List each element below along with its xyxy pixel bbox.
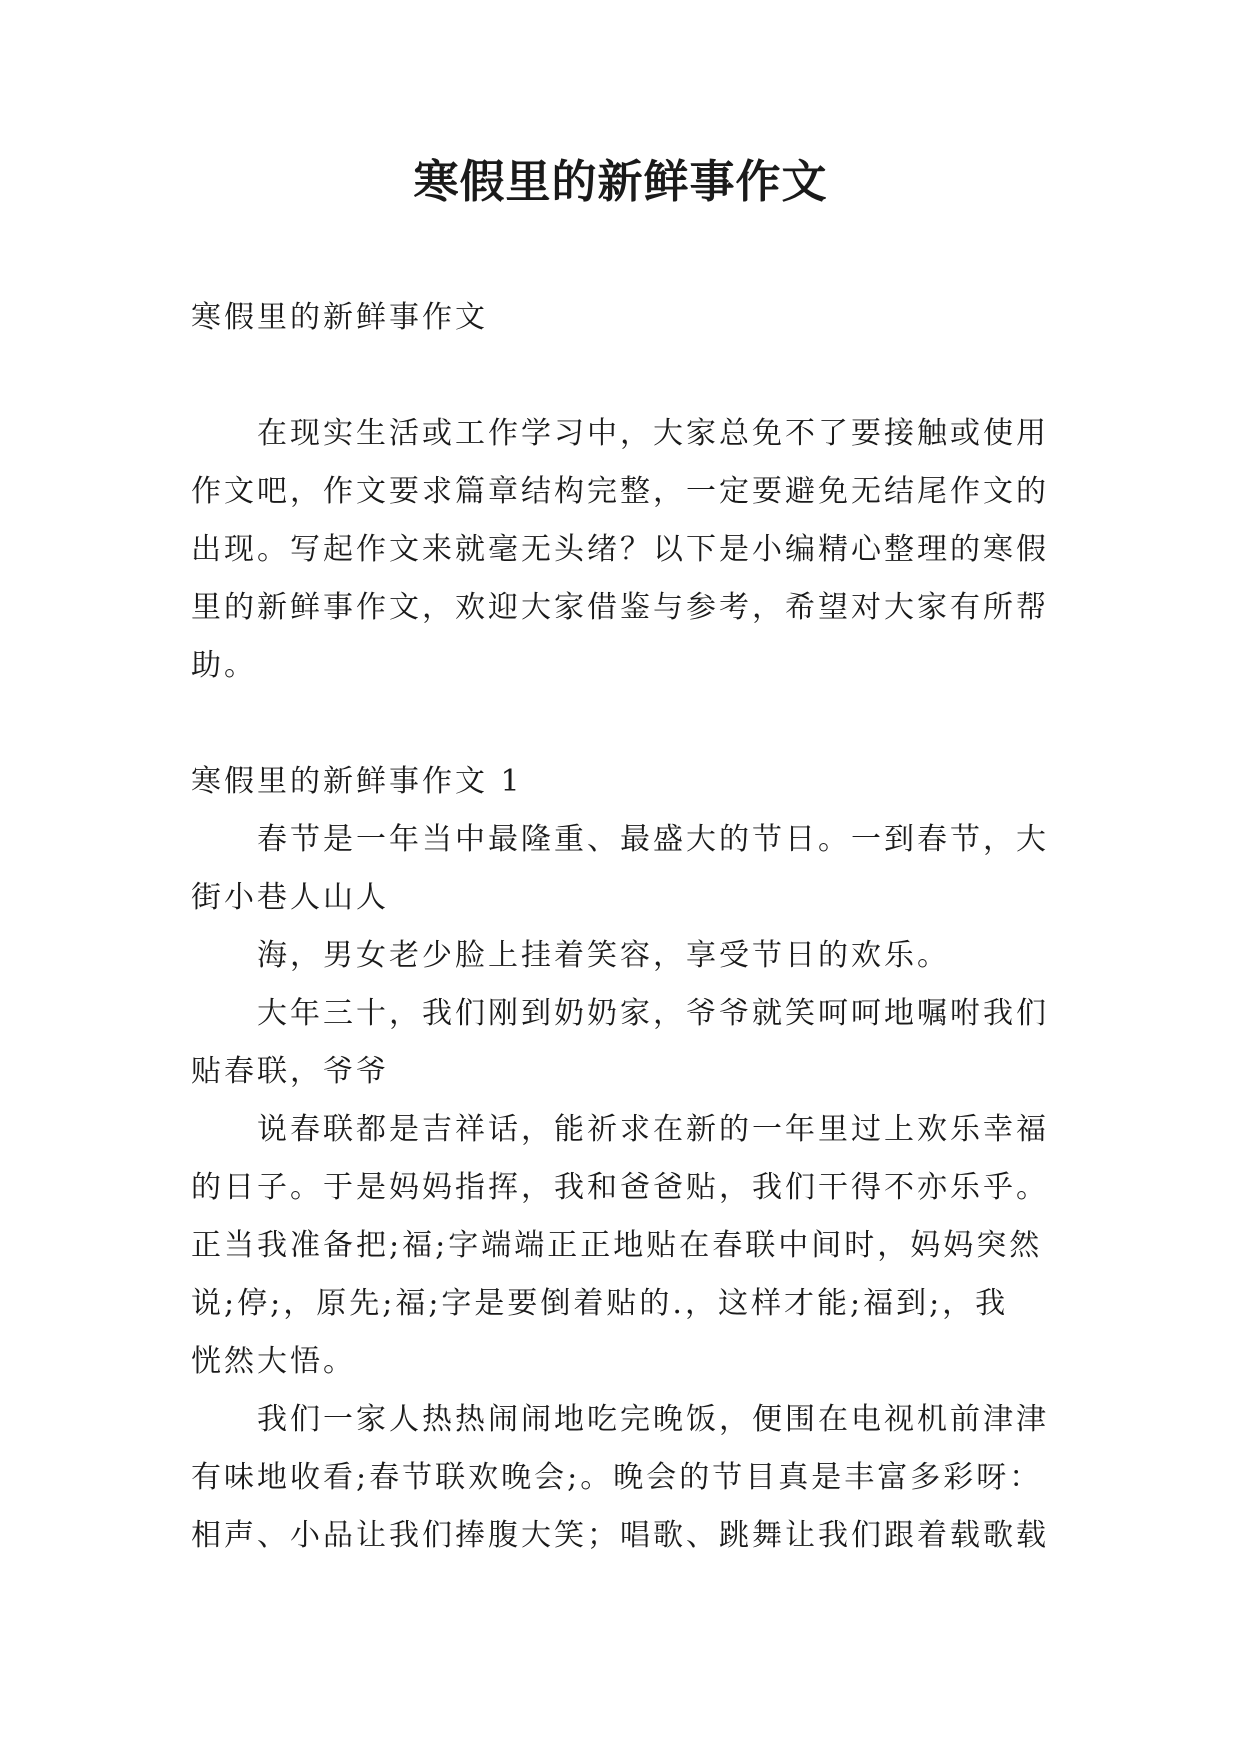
- paragraph-line: 春节是一年当中最隆重、最盛大的节日。一到春节，大: [257, 822, 1049, 857]
- paragraph-line: 说春联都是吉祥话，能祈求在新的一年里过上欢乐幸福: [257, 1112, 1049, 1147]
- spacer: [191, 695, 1071, 753]
- section-heading: 寒假里的新鲜事作文 1: [191, 764, 523, 799]
- subtitle: 寒假里的新鲜事作文: [191, 300, 488, 335]
- paragraph-line: 正当我准备把;福;字端端正正地贴在春联中间时，妈妈突然: [191, 1228, 1043, 1263]
- intro-paragraph: [191, 405, 1071, 695]
- paragraph-line: 的日子。于是妈妈指挥，我和爸爸贴，我们干得不亦乐乎。: [191, 1170, 1049, 1205]
- paragraph-line: 恍然大悟。: [191, 1344, 356, 1379]
- paragraph-line: 我们一家人热热闹闹地吃完晚饭，便围在电视机前津津: [257, 1402, 1049, 1437]
- spacer: [191, 347, 1071, 405]
- paragraph-line: 街小巷人山人: [191, 880, 389, 915]
- paragraph-line: 作文吧，作文要求篇章结构完整，一定要避免无结尾作文的: [191, 474, 1049, 509]
- paragraph-line: 海，男女老少脸上挂着笑容，享受节日的欢乐。: [257, 938, 950, 973]
- paragraph-line: 里的新鲜事作文，欢迎大家借鉴与参考，希望对大家有所帮: [191, 590, 1049, 625]
- section-body: [191, 811, 1071, 1565]
- paragraph-line: 相声、小品让我们捧腹大笑；唱歌、跳舞让我们跟着载歌载: [191, 1518, 1049, 1553]
- paragraph-line: 贴春联，爷爷: [191, 1054, 389, 1089]
- paragraph-line: 大年三十，我们刚到奶奶家，爷爷就笑呵呵地嘱咐我们: [257, 996, 1049, 1031]
- document-body: [191, 289, 1071, 1565]
- paragraph-line: 在现实生活或工作学习中，大家总免不了要接触或使用: [257, 416, 1049, 451]
- paragraph-line: 出现。写起作文来就毫无头绪？以下是小编精心整理的寒假: [191, 532, 1049, 567]
- paragraph-line: 助。: [191, 648, 257, 683]
- document-title: 寒假里的新鲜事作文: [413, 155, 828, 208]
- paragraph-line: 说;停;，原先;福;字是要倒着贴的.，这样才能;福到;，我: [191, 1286, 1009, 1321]
- paragraph-line: 有味地收看;春节联欢晚会;。晚会的节目真是丰富多彩呀：: [191, 1460, 1043, 1495]
